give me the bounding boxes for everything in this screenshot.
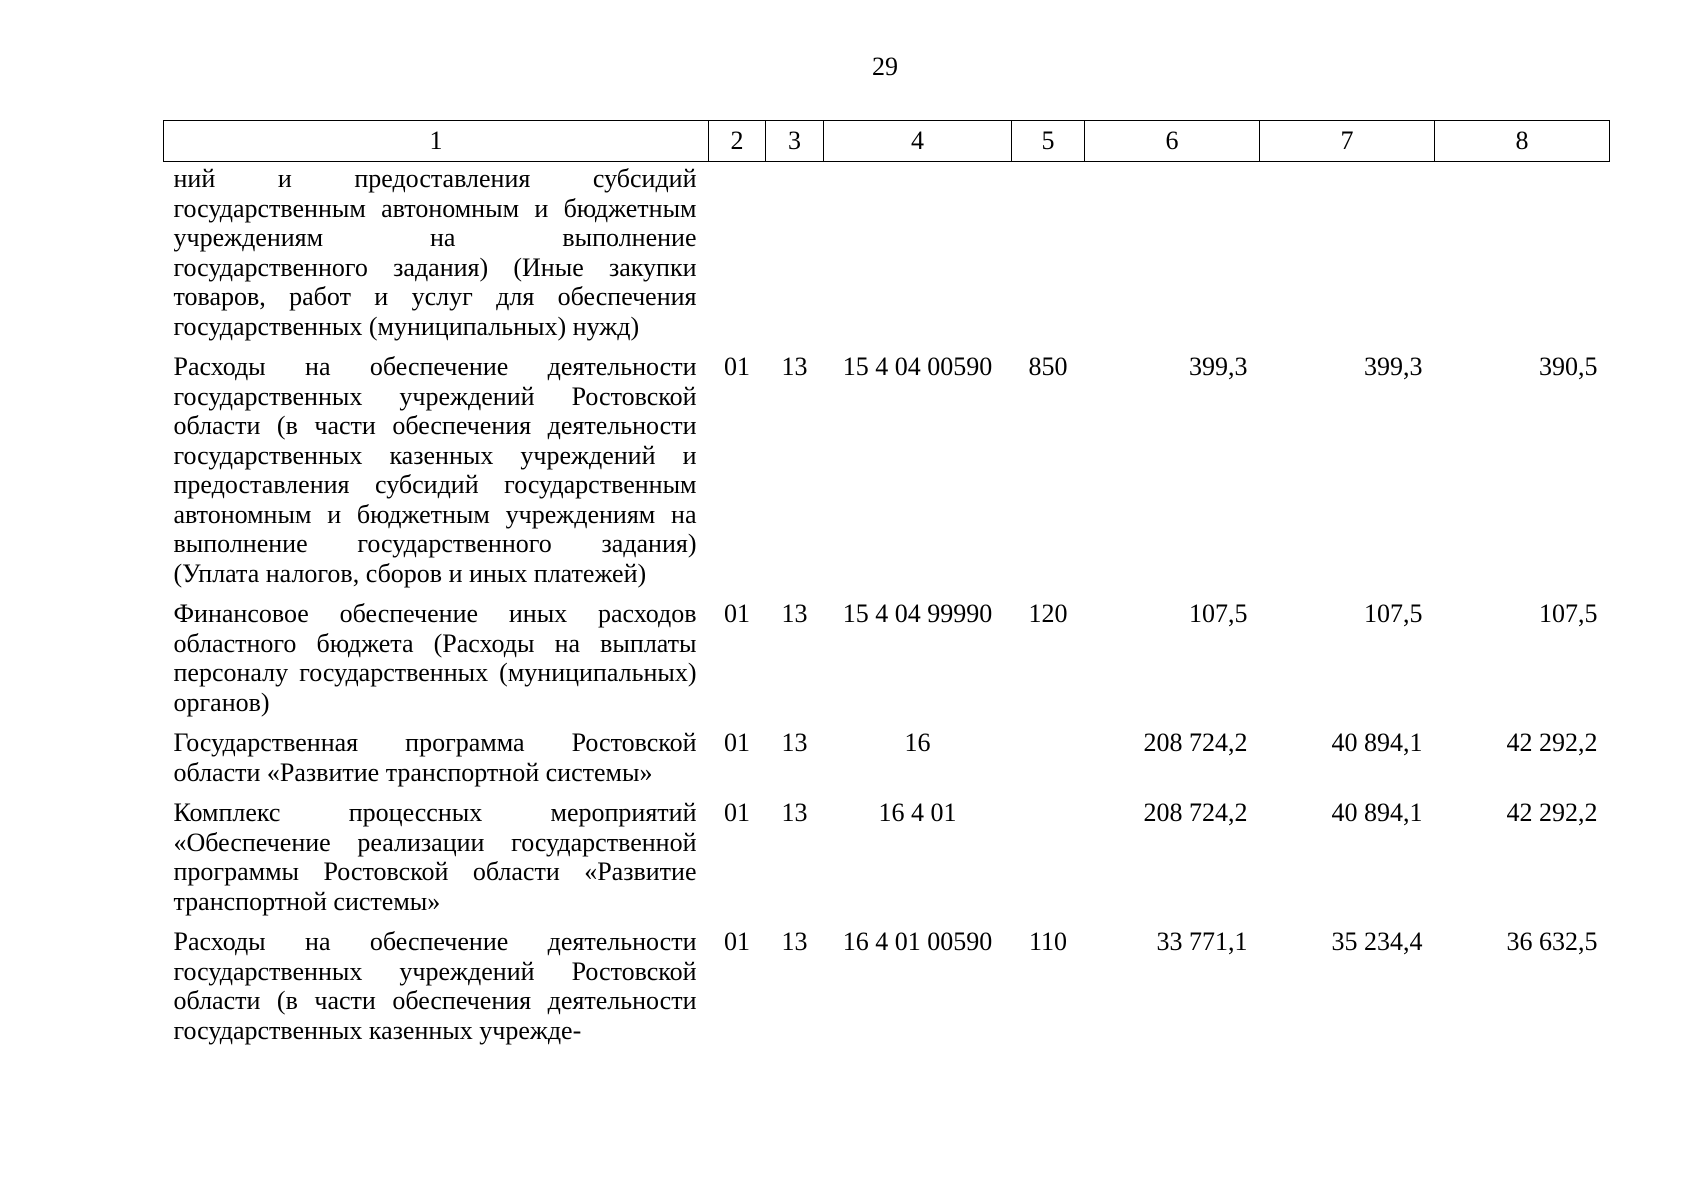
cell-expense-type: 120 [1028, 599, 1068, 628]
cell-target-code: 16 [904, 728, 931, 757]
header-col-8: 8 [1435, 121, 1610, 162]
header-col-6: 6 [1085, 121, 1260, 162]
cell-section: 01 [724, 927, 750, 956]
cell-amount-8 [1435, 162, 1610, 353]
cell-section [709, 162, 766, 353]
table-row [164, 162, 1610, 353]
cell-target-code: 15 4 04 99990 [842, 599, 993, 628]
cell-subsection: 13 [781, 599, 808, 628]
cell-target-code: 16 4 01 00590 [842, 927, 993, 956]
cell-subsection: 13 [781, 352, 808, 381]
cell-amount-8: 42 292,2 [1506, 798, 1598, 827]
cell-subsection: 13 [781, 798, 808, 827]
cell-amount-8: 107,5 [1539, 599, 1598, 628]
row-description: Государственная программа Ростовской области «Развитие транспортной системы» [173, 728, 697, 787]
table-row [164, 599, 1610, 728]
cell-amount-7: 399,3 [1364, 352, 1423, 381]
cell-amount-6: 208 724,2 [1143, 798, 1248, 827]
page-number: 29 [872, 52, 898, 81]
cell-amount-6: 107,5 [1189, 599, 1248, 628]
cell-amount-7: 40 894,1 [1331, 728, 1423, 757]
cell-expense-type: 110 [1028, 927, 1068, 956]
cell-amount-8: 42 292,2 [1506, 728, 1598, 757]
cell-section: 01 [724, 728, 750, 757]
row-description: Расходы на обеспечение деятельности государственных учреждений Ростовской области (в части обеспечения деятельности государственных казенных учреждений и предоставления субсидий государственным автономным и бюджетным учреждениям на выполнение государственного задания) (Уплата налогов, сборов и иных платежей) [173, 352, 697, 588]
header-col-2: 2 [709, 121, 766, 162]
budget-table [163, 120, 1610, 1056]
header-col-3: 3 [766, 121, 824, 162]
header-col-4: 4 [824, 121, 1012, 162]
cell-subsection [766, 162, 824, 353]
row-description: ний и предоставления субсидий государственным автономным и бюджетным учреждениям на выполнение государственного задания) (Иные закупки товаров, работ и услуг для обеспечения государственных (муниципальных) нужд) [173, 164, 697, 341]
header-col-7: 7 [1260, 121, 1435, 162]
table-body [164, 162, 1610, 1057]
cell-section: 01 [724, 352, 750, 381]
cell-expense-type [1012, 162, 1085, 353]
cell-amount-8: 390,5 [1539, 352, 1598, 381]
cell-amount-6: 208 724,2 [1143, 728, 1248, 757]
cell-amount-6: 33 771,1 [1156, 927, 1248, 956]
cell-amount-7: 40 894,1 [1331, 798, 1423, 827]
cell-subsection: 13 [781, 728, 808, 757]
cell-amount-7: 107,5 [1364, 599, 1423, 628]
header-row [164, 121, 1610, 162]
table-row [164, 728, 1610, 798]
cell-expense-type [1012, 728, 1085, 798]
cell-subsection: 13 [781, 927, 808, 956]
header-col-5: 5 [1012, 121, 1085, 162]
row-description: Комплекс процессных мероприятий «Обеспечение реализации государственной программы Ростовской области «Развитие транспортной системы» [173, 798, 697, 916]
table-row [164, 352, 1610, 599]
cell-amount-8: 36 632,5 [1506, 927, 1598, 956]
table-row [164, 927, 1610, 1056]
table-row [164, 798, 1610, 927]
table-header [164, 121, 1610, 162]
cell-amount-7: 35 234,4 [1331, 927, 1423, 956]
cell-amount-6 [1085, 162, 1260, 353]
cell-amount-7 [1260, 162, 1435, 353]
cell-target-code: 16 4 01 [878, 798, 957, 827]
cell-section: 01 [724, 599, 750, 628]
cell-section: 01 [724, 798, 750, 827]
cell-target-code [824, 162, 1012, 353]
cell-expense-type: 850 [1028, 352, 1068, 381]
row-description: Финансовое обеспечение иных расходов областного бюджета (Расходы на выплаты персоналу государственных (муниципальных) органов) [173, 599, 697, 717]
header-col-1: 1 [164, 121, 709, 162]
cell-amount-6: 399,3 [1189, 352, 1248, 381]
cell-expense-type [1012, 798, 1085, 927]
row-description: Расходы на обеспечение деятельности государственных учреждений Ростовской области (в части обеспечения деятельности государственных казенных учрежде- [173, 927, 697, 1045]
cell-target-code: 15 4 04 00590 [842, 352, 993, 381]
